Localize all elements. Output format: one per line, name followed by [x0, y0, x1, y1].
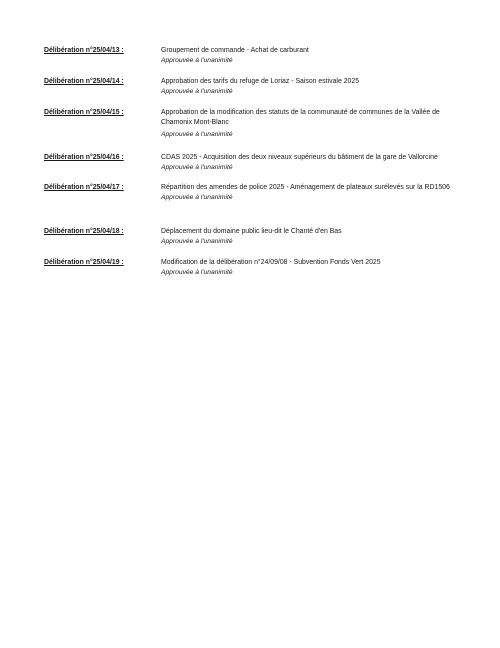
deliberation-reference: Délibération n°25/04/15 :: [44, 109, 124, 116]
deliberation-status: Approuvée à l'unanimité: [161, 163, 233, 171]
deliberation-status: Approuvée à l'unanimité: [161, 193, 233, 201]
deliberation-title: CDAS 2025 - Acquisition des deux niveaux supérieurs du bâtiment de la gare de Vallorcine: [161, 154, 438, 161]
deliberation-status: Approuvée à l'unanimité: [161, 131, 233, 138]
deliberation-body: [161, 153, 461, 172]
deliberation-reference: Délibération n°25/04/14 :: [44, 78, 124, 85]
deliberation-body: [161, 227, 461, 246]
deliberation-reference: Délibération n°25/04/18 :: [44, 228, 124, 235]
deliberation-title: Approbation des tarifs du refuge de Loriaz - Saison estivale 2025: [161, 78, 360, 85]
deliberation-body: [161, 183, 461, 202]
deliberation-title: Déplacement du domaine public lieu-dit le Chanté d'en Bas: [161, 228, 342, 235]
deliberation-body: [161, 258, 461, 277]
deliberation-title: Groupement de commande - Achat de carburant: [161, 47, 309, 54]
deliberation-status: Approuvée à l'unanimité: [161, 87, 233, 95]
deliberation-title: Répartition des amendes de police 2025 - Aménagement de plateaux surélevés sur la RD1506: [161, 184, 450, 191]
deliberation-body: [161, 108, 461, 139]
deliberation-reference: Délibération n°25/04/17 :: [44, 184, 124, 191]
deliberation-reference: Délibération n°25/04/19 :: [44, 259, 124, 266]
deliberation-title: Approbation de la modification des statuts de la communauté de communes de la Vallée de Chamonix Mont-Blanc: [161, 109, 440, 126]
deliberation-reference: Délibération n°25/04/16 :: [44, 154, 124, 161]
deliberation-body: [161, 46, 461, 65]
deliberation-title: Modification de la délibération n°24/09/08 - Subvention Fonds Vert 2025: [161, 259, 381, 266]
deliberation-body: [161, 77, 461, 96]
deliberation-status: Approuvée à l'unanimité: [161, 237, 233, 245]
deliberation-status: Approuvée à l'unanimité: [161, 56, 233, 64]
deliberation-reference: Délibération n°25/04/13 :: [44, 47, 124, 54]
deliberation-status: Approuvée à l'unanimité: [161, 268, 233, 276]
